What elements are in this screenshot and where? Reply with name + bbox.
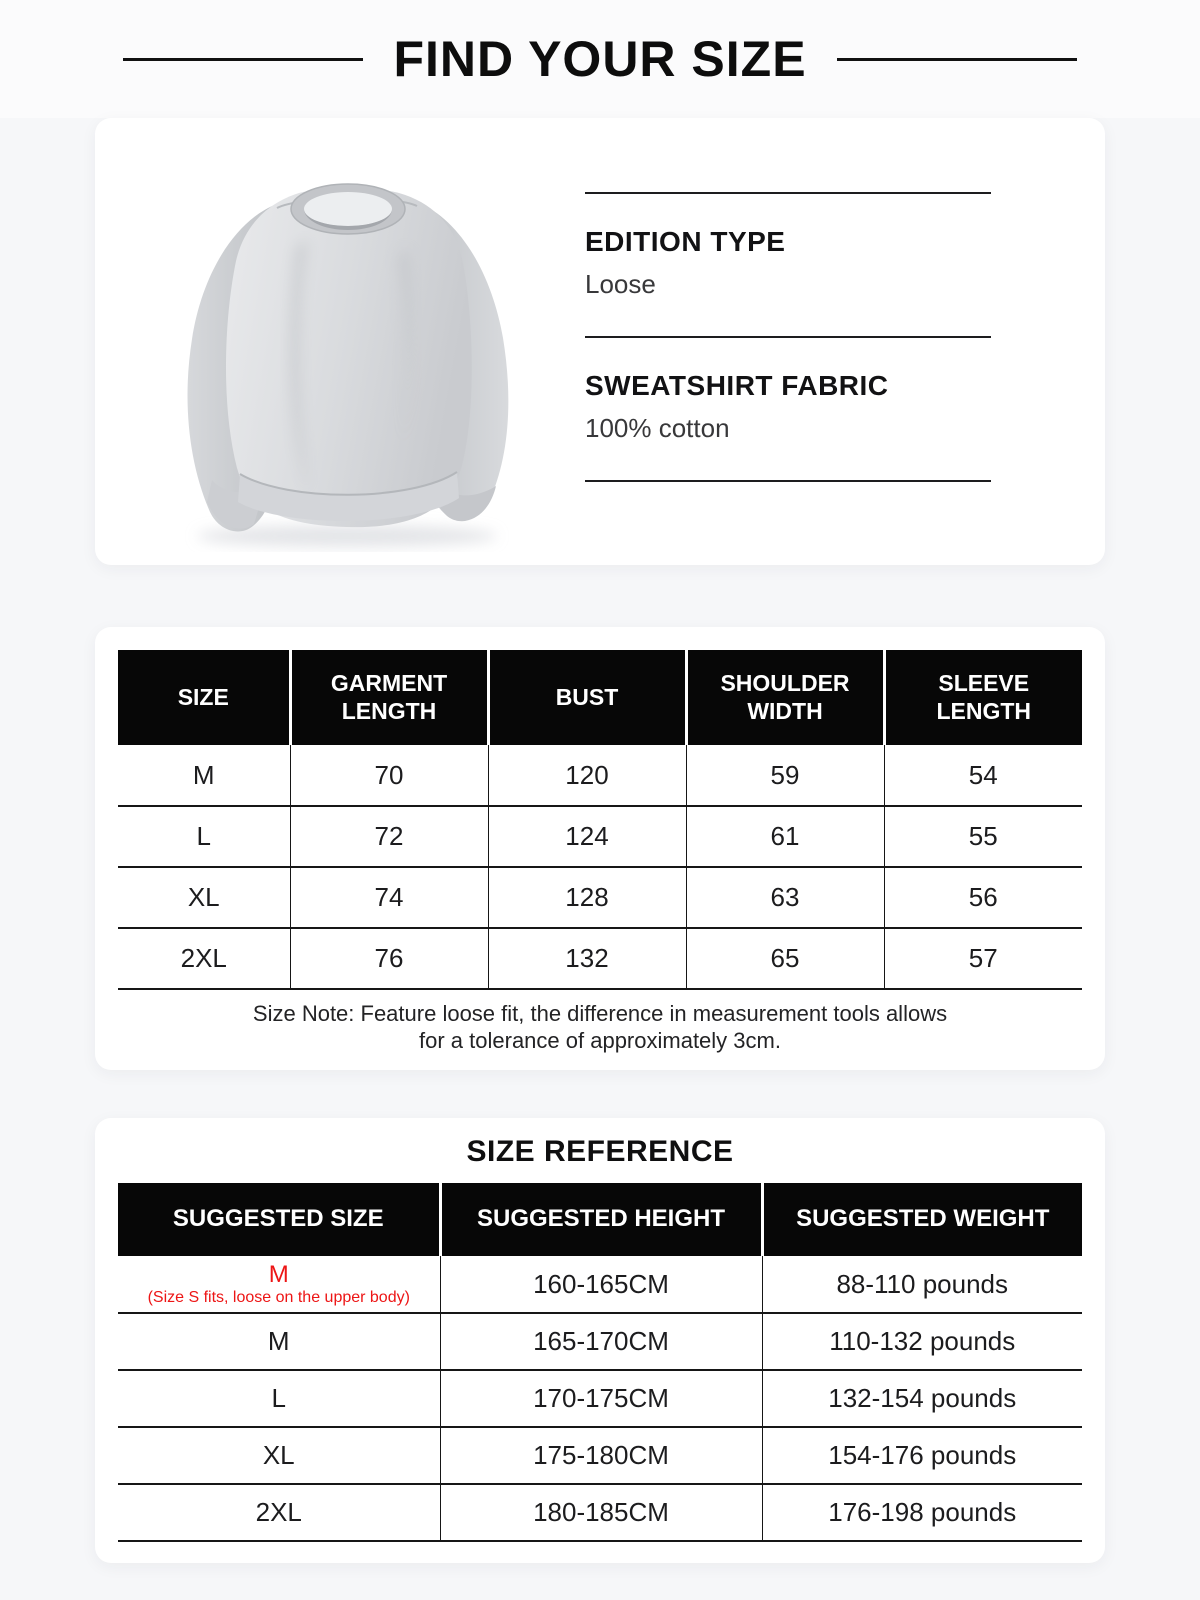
- cell-suggested-height: 180-185CM: [440, 1484, 762, 1541]
- sweatshirt-image: [147, 132, 547, 554]
- size-note-line1: Size Note: Feature loose fit, the difference in measurement tools allows: [252, 1001, 948, 1026]
- cell-bust: 120: [488, 745, 686, 806]
- size-reference-title: SIZE REFERENCE: [466, 1135, 734, 1168]
- cell-length: 74: [290, 867, 488, 928]
- size-row-2xl: [118, 928, 1082, 989]
- cell-bust: 124: [488, 806, 686, 867]
- size-note-line2: for a tolerance of approximately 3cm.: [419, 1028, 781, 1053]
- cell-sleeve: 57: [884, 928, 1082, 989]
- cell-shoulder: 59: [686, 745, 884, 806]
- product-card: [95, 118, 1105, 565]
- cell-shoulder: 65: [686, 928, 884, 989]
- cell-size: XL: [118, 867, 290, 928]
- page-title: FIND YOUR SIZE: [393, 31, 807, 87]
- reference-row-m-small: [118, 1256, 1082, 1313]
- column-header-suggested-height: SUGGESTED HEIGHT: [440, 1183, 762, 1256]
- column-header-suggested-size: SUGGESTED SIZE: [118, 1183, 440, 1256]
- cell-size: L: [118, 806, 290, 867]
- column-header-bust: BUST: [488, 650, 686, 745]
- cell-suggested-size: XL: [118, 1427, 440, 1484]
- cell-suggested-weight: 88-110 pounds: [762, 1256, 1082, 1313]
- spec-divider: [585, 336, 991, 338]
- spec-label-edition-type: EDITION TYPE: [585, 226, 786, 257]
- size-row-m: [118, 745, 1082, 806]
- highlighted-size: M: [268, 1260, 289, 1288]
- size-reference-card: [95, 1118, 1105, 1563]
- measurements-card: [95, 627, 1105, 1070]
- cell-suggested-weight: 154-176 pounds: [762, 1427, 1082, 1484]
- cell-suggested-size: L: [118, 1370, 440, 1427]
- cell-length: 70: [290, 745, 488, 806]
- cell-suggested-size: 2XL: [118, 1484, 440, 1541]
- reference-row-xl: [118, 1427, 1082, 1484]
- title-left-rule: [123, 58, 363, 61]
- cell-bust: 128: [488, 867, 686, 928]
- cell-suggested-weight: 110-132 pounds: [762, 1313, 1082, 1370]
- reference-header-row: [118, 1183, 1082, 1256]
- product-specs: [585, 192, 991, 482]
- cell-suggested-height: 170-175CM: [440, 1370, 762, 1427]
- column-header-garment-length: GARMENT LENGTH: [290, 650, 488, 745]
- cell-length: 76: [290, 928, 488, 989]
- reference-row-l: [118, 1370, 1082, 1427]
- spec-label-fabric: SWEATSHIRT FABRIC: [585, 370, 889, 401]
- size-note: [95, 1000, 1105, 1054]
- column-header-suggested-weight: SUGGESTED WEIGHT: [762, 1183, 1082, 1256]
- size-table-header-row: [118, 650, 1082, 745]
- cell-suggested-weight: 132-154 pounds: [762, 1370, 1082, 1427]
- size-table: [118, 650, 1082, 990]
- cell-size: 2XL: [118, 928, 290, 989]
- page-header: [0, 0, 1200, 118]
- reference-row-2xl: [118, 1484, 1082, 1541]
- cell-suggested-height: 165-170CM: [440, 1313, 762, 1370]
- column-header-size: SIZE: [118, 650, 290, 745]
- cell-suggested-weight: 176-198 pounds: [762, 1484, 1082, 1541]
- cell-suggested-height: 175-180CM: [440, 1427, 762, 1484]
- cell-sleeve: 55: [884, 806, 1082, 867]
- spec-value-fabric: 100% cotton: [585, 413, 730, 443]
- cell-suggested-size: [118, 1256, 440, 1313]
- size-row-l: [118, 806, 1082, 867]
- size-reference-table: [118, 1183, 1082, 1542]
- cell-suggested-size: M: [118, 1313, 440, 1370]
- column-header-sleeve-length: SLEEVE LENGTH: [884, 650, 1082, 745]
- spec-value-edition-type: Loose: [585, 269, 656, 299]
- column-header-shoulder-width: SHOULDER WIDTH: [686, 650, 884, 745]
- cell-shoulder: 63: [686, 867, 884, 928]
- size-row-xl: [118, 867, 1082, 928]
- highlighted-size-note: (Size S fits, loose on the upper body): [147, 1289, 410, 1307]
- cell-sleeve: 54: [884, 745, 1082, 806]
- reference-row-m: [118, 1313, 1082, 1370]
- cell-shoulder: 61: [686, 806, 884, 867]
- cell-size: M: [118, 745, 290, 806]
- cell-suggested-height: 160-165CM: [440, 1256, 762, 1313]
- spec-divider: [585, 480, 991, 482]
- cell-length: 72: [290, 806, 488, 867]
- title-right-rule: [837, 58, 1077, 61]
- cell-bust: 132: [488, 928, 686, 989]
- cell-sleeve: 56: [884, 867, 1082, 928]
- spec-divider: [585, 192, 991, 194]
